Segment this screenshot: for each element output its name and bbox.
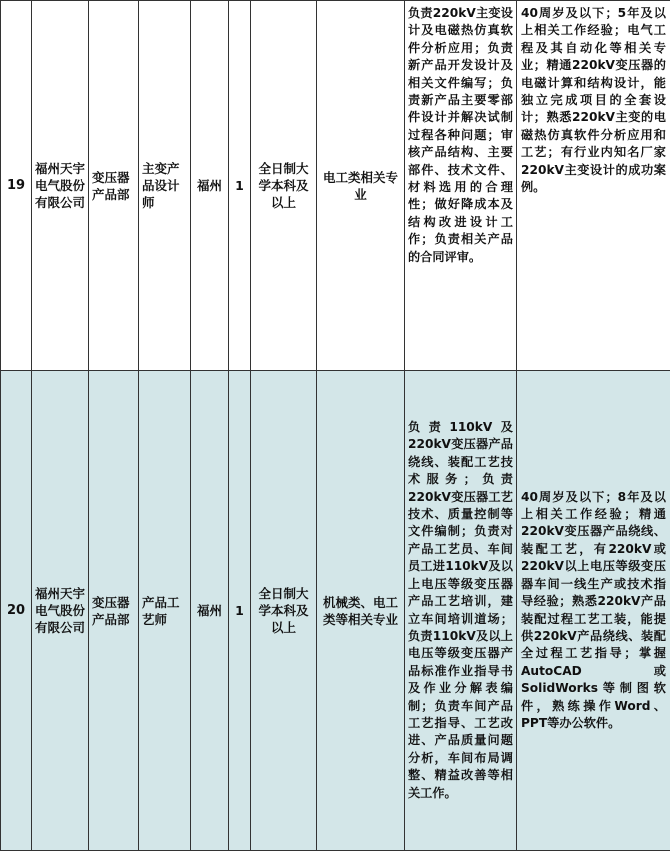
position-cell: 主变产品设计师 xyxy=(139,1,191,371)
education-cell: 全日制大学本科及以上 xyxy=(251,371,317,851)
table-row xyxy=(1,371,670,851)
company-cell: 福州天宇电气股份有限公司 xyxy=(32,371,89,851)
duties-cell: 负责110kV及220kV变压器产品绕线、装配工艺技术服务；负责220kV变压器工艺技术、质量控制等文件编制；负责对产品工艺员、车间员工进110kV及以上电压等级变压器产品工艺培训，建立车间培训道场；负责110kV及以上电压等级变压器产品标准作业指导书及作业分解表编制；负责车间产品工艺指导、工艺改进、产品质量问题分析，车间布局调整、精益改善等相关工作。 xyxy=(405,371,517,851)
count-cell: 1 xyxy=(229,1,251,371)
company-cell: 福州天宇电气股份有限公司 xyxy=(32,1,89,371)
department-cell: 变压器产品部 xyxy=(89,1,139,371)
education-cell: 全日制大学本科及以上 xyxy=(251,1,317,371)
count-cell: 1 xyxy=(229,371,251,851)
location-cell: 福州 xyxy=(191,371,229,851)
requirements-cell: 40周岁及以下；8年及以上相关工作经验；精通220kV变压器产品绕线、装配工艺，有220kV或220kV以上电压等级变压器车间一线生产或技术指导经验；熟悉220kV产品装配过程工艺工装，能提供220kV产品绕线、装配全过程工艺指导；掌握AutoCAD或SolidWorks等制图软件，熟练操作Word、PPT等办公软件。 xyxy=(517,371,670,851)
major-cell: 机械类、电工类等相关专业 xyxy=(317,371,405,851)
duties-cell: 负责220kV主变设计及电磁热仿真软件分析应用；负责新产品开发设计及相关文件编写；负责新产品主要零部件设计并解决试制过程各种问题；审核产品结构、主要部件、技术文件、材料选用的合理性；做好降成本及结构改进设计工作；负责相关产品的合同评审。 xyxy=(405,1,517,371)
position-cell: 产品工艺师 xyxy=(139,371,191,851)
location-cell: 福州 xyxy=(191,1,229,371)
requirements-cell: 40周岁及以下；5年及以上相关工作经验；电气工程及其自动化等相关专业；精通220kV变压器的电磁计算和结构设计，能独立完成项目的全套设计；熟悉220kV主变的电磁热仿真软件分析应用和工艺；有行业内知名厂家220kV主变设计的成功案例。 xyxy=(517,1,670,371)
major-cell: 电工类相关专业 xyxy=(317,1,405,371)
row-number: 20 xyxy=(1,371,32,851)
row-number: 19 xyxy=(1,1,32,371)
table-row xyxy=(1,1,670,371)
department-cell: 变压器产品部 xyxy=(89,371,139,851)
